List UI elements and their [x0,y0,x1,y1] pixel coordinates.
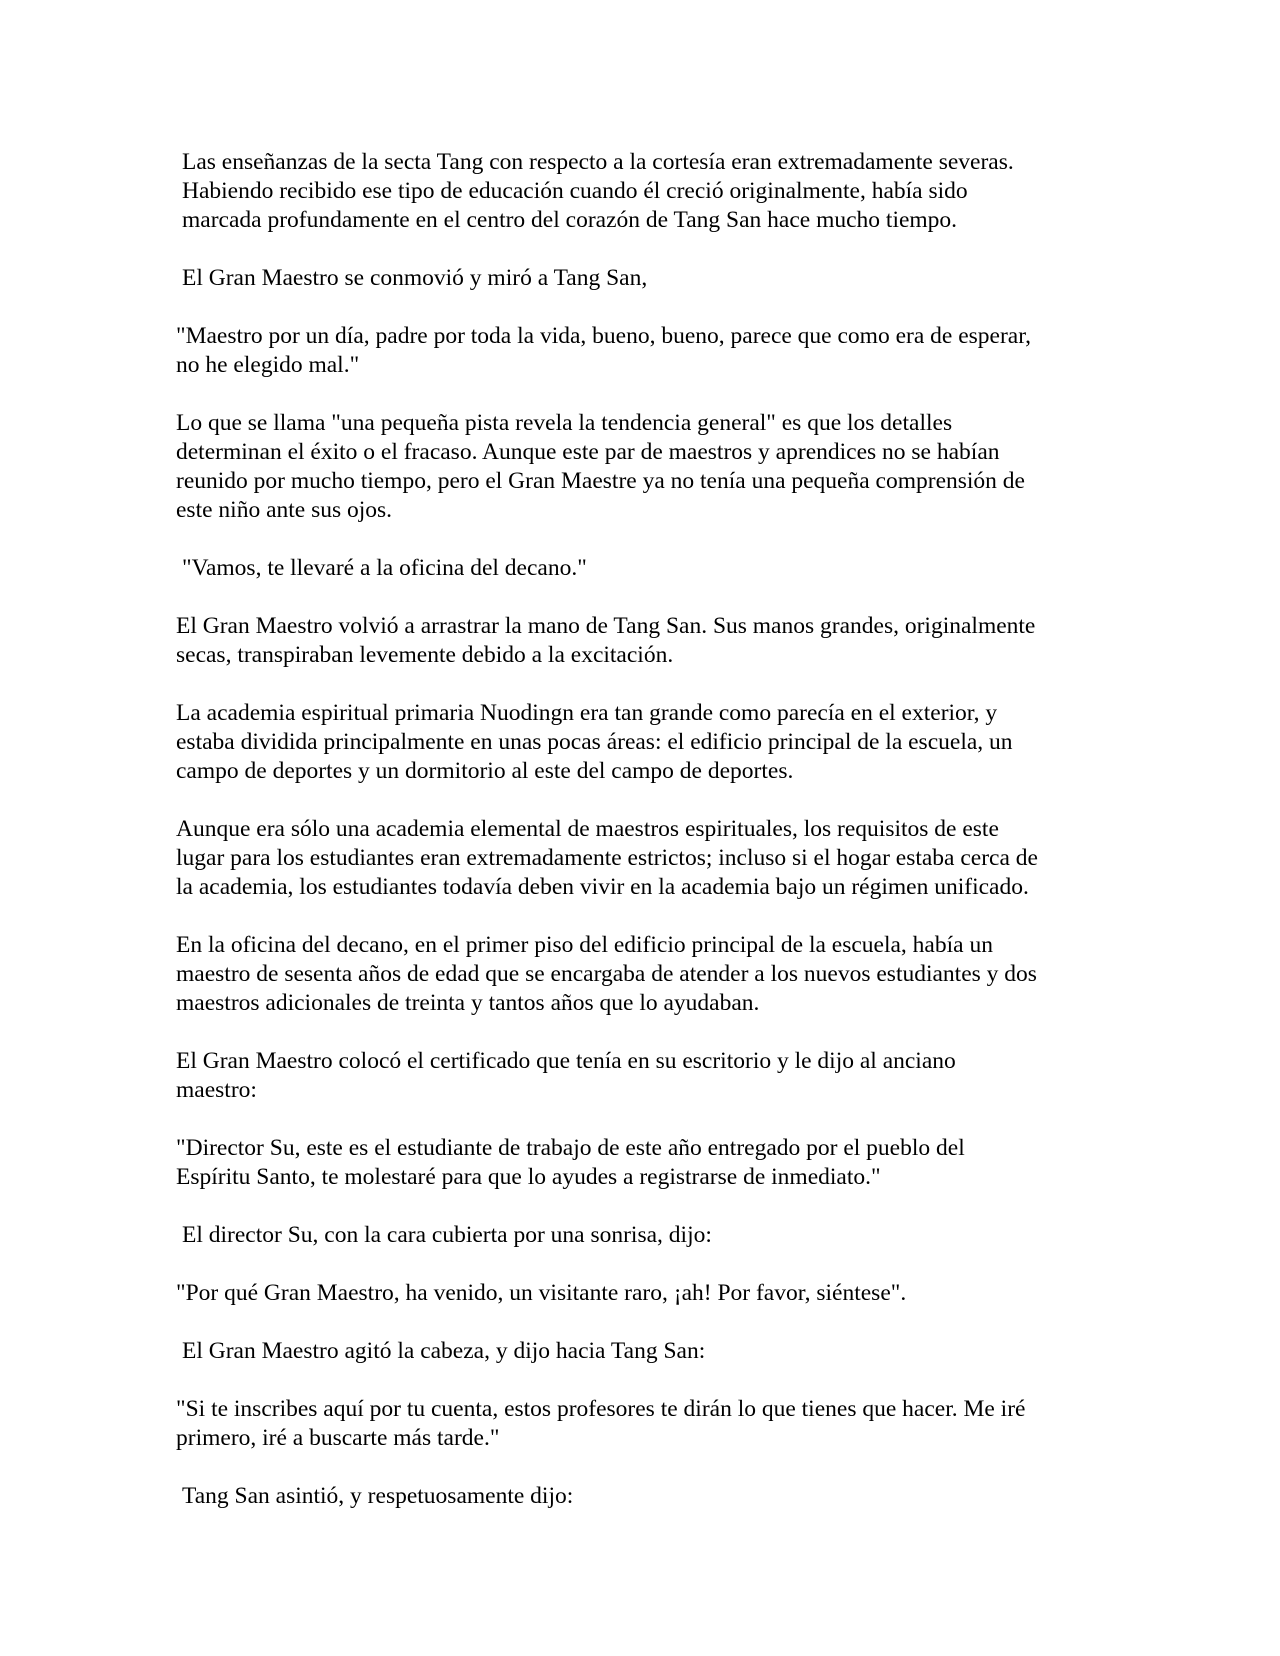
paragraph-3: "Maestro por un día, padre por toda la vida, bueno, bueno, parece que como era de esperar, no he elegido mal." [176,323,1031,378]
paragraph-2: El Gran Maestro se conmovió y miró a Tang San, [182,265,648,291]
paragraph-14: El Gran Maestro agitó la cabeza, y dijo hacia Tang San: [182,1338,706,1364]
paragraph-6: El Gran Maestro volvió a arrastrar la mano de Tang San. Sus manos grandes, originalmente secas, transpiraban levemente debido a la excitación. [176,613,1036,668]
paragraph-1: Las enseñanzas de la secta Tang con respecto a la cortesía eran extremadamente severas. Habiendo recibido ese tipo de educación cuando él creció originalmente, había sido marcada profundamente en el centro del corazón de Tang San hace mucho tiempo. [182,149,1014,233]
paragraph-11: "Director Su, este es el estudiante de trabajo de este año entregado por el pueblo del Espíritu Santo, te molestaré para que lo ayudes a registrarse de inmediato." [176,1135,965,1190]
paragraph-16: Tang San asintió, y respetuosamente dijo: [182,1483,574,1509]
paragraph-5: "Vamos, te llevaré a la oficina del decano." [182,555,587,581]
paragraph-7: La academia espiritual primaria Nuodingn era tan grande como parecía en el exterior, y estaba dividida principalmente en unas pocas áreas: el edificio principal de la escuela, un campo de deportes y un dormitorio al este del campo de deportes. [176,700,1013,784]
paragraph-13: "Por qué Gran Maestro, ha venido, un visitante raro, ¡ah! Por favor, siéntese". [176,1280,907,1306]
paragraph-12: El director Su, con la cara cubierta por una sonrisa, dijo: [182,1222,712,1248]
paragraph-15: "Si te inscribes aquí por tu cuenta, estos profesores te dirán lo que tienes que hacer. Me iré primero, iré a buscarte más tarde." [176,1396,1026,1451]
paragraph-10: El Gran Maestro colocó el certificado que tenía en su escritorio y le dijo al anciano maestro: [176,1048,956,1103]
paragraph-8: Aunque era sólo una academia elemental de maestros espirituales, los requisitos de este lugar para los estudiantes eran extremadamente estrictos; incluso si el hogar estaba cerca de la academia, los estudiantes todavía deben vivir en la academia bajo un régimen unificado. [176,816,1038,900]
paragraph-4: Lo que se llama "una pequeña pista revela la tendencia general" es que los detalles determinan el éxito o el fracaso. Aunque este par de maestros y aprendices no se habían reunido por mucho tiempo, pero el Gran Maestre ya no tenía una pequeña comprensión de este niño ante sus ojos. [176,410,1025,523]
paragraph-9: En la oficina del decano, en el primer piso del edificio principal de la escuela, había un maestro de sesenta años de edad que se encargaba de atender a los nuevos estudiantes y dos maestros adicionales de treinta y tantos años que lo ayudaban. [176,932,1037,1016]
document-body [176,148,1101,1540]
